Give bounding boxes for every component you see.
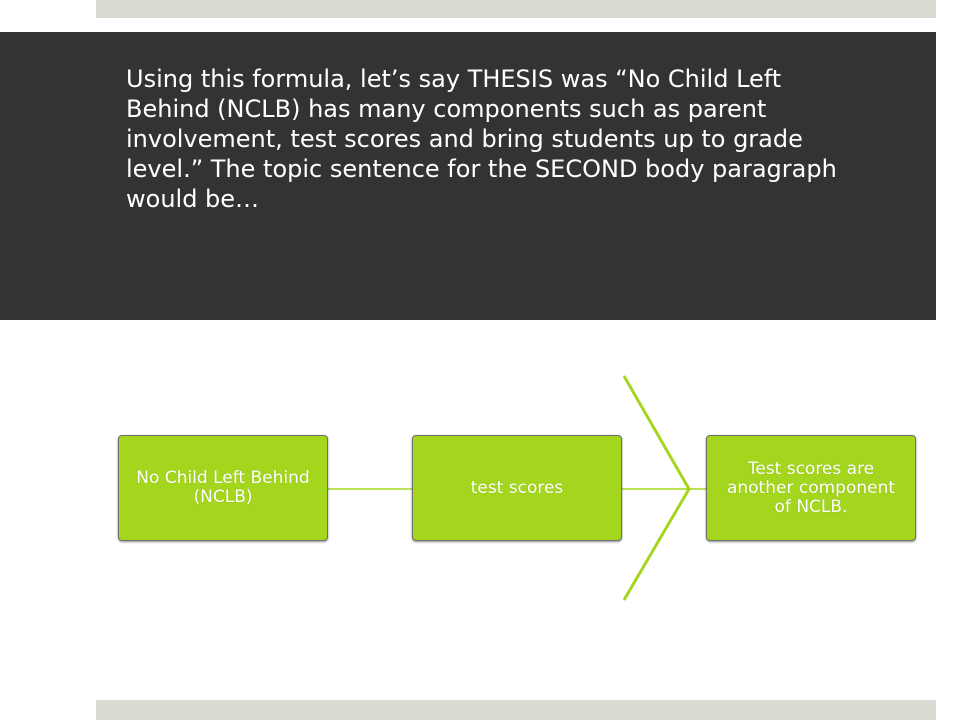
diagram-box-topic-sentence: [706, 435, 916, 541]
bottom-decor-bar: [96, 700, 936, 720]
slide-title: Using this formula, let’s say THESIS was “No Child Left Behind (NCLB) has many components such as parent involvement, test scores and bring students up to grade level.” The topic sentence for the SECOND body paragraph would be…: [126, 65, 837, 213]
diagram-box-topic-sentence-label: Test scores are another component of NCLB.: [726, 458, 896, 517]
diagram-box-component: [412, 435, 622, 541]
diagram-box-topic: [118, 435, 328, 541]
bracket-arrow: [624, 376, 689, 600]
diagram-box-component-label: test scores: [470, 477, 564, 498]
diagram-box-topic-label: No Child Left Behind (NCLB): [136, 468, 310, 507]
